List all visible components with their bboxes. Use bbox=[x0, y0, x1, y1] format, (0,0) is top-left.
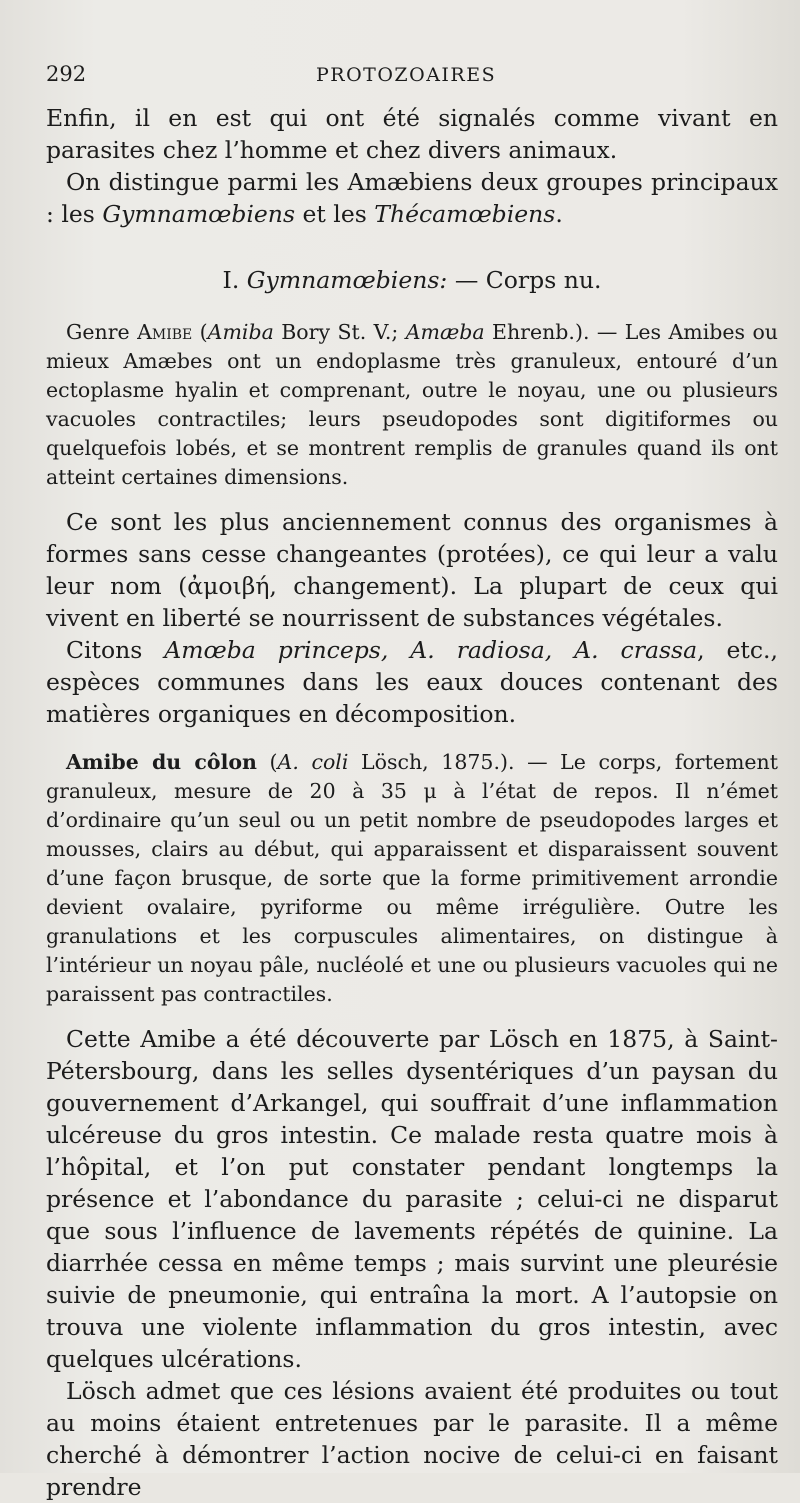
running-title: PROTOZOAIRES bbox=[316, 64, 497, 86]
genre-amibe-paragraph bbox=[46, 318, 778, 492]
amibe-colon-title: Amibe du côlon bbox=[66, 750, 257, 774]
thecamoebiens-term: Thécamœbiens bbox=[374, 200, 556, 228]
page-number: 292 bbox=[46, 62, 87, 86]
page-header bbox=[46, 62, 778, 102]
losch-paragraph: Lösch admet que ces lésions avaient été produites ou tout au moins étaient entretenues par le parasite. Il a même cherché à démontrer l’action nocive de celui-ci en faisant prendre bbox=[46, 1377, 778, 1501]
genre-mid: Bory St. V.; bbox=[273, 320, 406, 344]
genre-lead: Genre bbox=[66, 320, 138, 344]
amibe-colon-paragraph bbox=[46, 748, 778, 1009]
intro-paragraph: Enfin, il en est qui ont été signalés comme vivant en parasites chez l’homme et chez divers animaux. bbox=[46, 104, 778, 164]
genre-italic-amiba: Amiba bbox=[207, 320, 274, 344]
discovery-paragraph: Cette Amibe a été découverte par Lösch en 1875, à Saint-Pétersbourg, dans les selles dysentériques d’un paysan du gouvernement d’Arkangel, qui souffrait d’une inflammation ulcéreuse du gros intestin. Ce malade resta quatre mois à l’hôpital, et l’on put constater pendant longtemps la présence et l’abondance du parasite ; celui-ci ne disparut que sous l’influence de lavements répétés de quinine. La diarrhée cessa en même temps ; mais survint une pleurésie suivie de pneumonie, qui entraîna la mort. A l’autopsie on trouva une violente inflammation du gros intestin, avec quelques ulcérations. bbox=[46, 1025, 778, 1373]
groups-text-2: et les bbox=[295, 200, 375, 228]
species-rest: , etc., espèces communes dans les eaux douces contenant des matières organiques en décomposition. bbox=[46, 636, 778, 728]
amibe-colon-species: A. coli bbox=[277, 750, 349, 774]
history-paragraph: Ce sont les plus anciennement connus des organismes à formes sans cesse changeantes (protées), ce qui leur a valu leur nom (ἀμοιβή, changement). La plupart de ceux qui vivent en liberté se nourrissent de substances végétales. bbox=[46, 508, 778, 632]
species-names: Amœba princeps, A. radiosa, A. crassa bbox=[164, 636, 698, 664]
amibe-open: ( bbox=[256, 750, 278, 774]
genre-description: Ehrenb.). — Les Amibes ou mieux Amæbes ont un endoplasme très granuleux, entouré d’un ectoplasme hyalin et comprenant, outre le noyau, une ou plusieurs vacuoles contractiles; leurs pseudopodes sont digitiformes ou quelquefois lobés, et se montrent remplis de granules quand ils ont atteint certaines dimensions. bbox=[46, 320, 779, 489]
section-heading bbox=[46, 266, 778, 294]
species-lead: Citons bbox=[66, 636, 165, 664]
amibe-colon-description: Lösch, 1875.). — Le corps, fortement granuleux, mesure de 20 à 35 μ à l’état de repos. Il n’émet d’ordinaire qu’un seul ou un petit nombre de pseudopodes larges et mousses, clairs au début, qui apparaissent et disparaissent souvent d’une façon brusque, de sorte que la forme primitivement arrondie devient ovalaire, pyriforme ou même irrégulière. Outre les granulations et les corpuscules alimentaires, on distingue à l’intérieur un noyau pâle, nucléolé et une ou plusieurs vacuoles qui ne paraissent pas contractiles. bbox=[46, 750, 778, 1006]
species-paragraph bbox=[46, 634, 778, 730]
section-subtitle: — Corps nu. bbox=[447, 266, 602, 294]
groups-text-3: . bbox=[555, 200, 563, 228]
genre-name: Amibe bbox=[137, 320, 193, 344]
section-number: I. bbox=[222, 266, 247, 294]
groups-paragraph bbox=[46, 166, 778, 230]
gymnamoebiens-term: Gymnamœbiens bbox=[102, 200, 296, 228]
genre-open: ( bbox=[192, 320, 208, 344]
genre-italic-amaeba: Amæba bbox=[405, 320, 485, 344]
groups-text-1: On distingue parmi les Amæbiens deux groupes principaux : les bbox=[46, 168, 778, 228]
section-name: Gymnamœbiens: bbox=[246, 266, 448, 294]
